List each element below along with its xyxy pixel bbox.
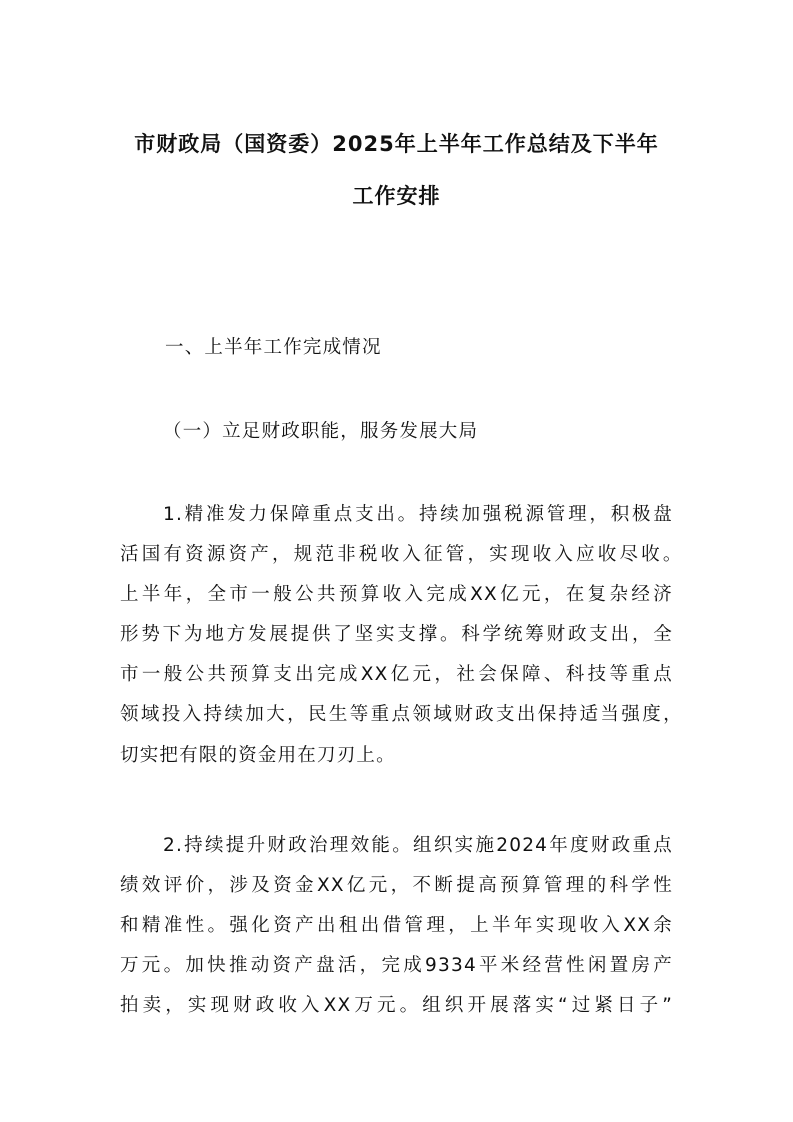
paragraph-1-line: 上半年，全市一般公共预算收入完成XX亿元，在复杂经济 bbox=[120, 584, 673, 605]
paragraph-1-line: 市一般公共预算支出完成XX亿元，社会保障、科技等重点 bbox=[120, 664, 673, 685]
paragraph-1-line: 领域投入持续加大，民生等重点领域财政支出保持适当强度， bbox=[120, 704, 682, 725]
paragraph-2-line: 万元。加快推动资产盘活，完成9334平米经营性闲置房产 bbox=[120, 955, 673, 976]
document-title-line-1: 市财政局（国资委）2025年上半年工作总结及下半年 bbox=[134, 132, 659, 156]
paragraph-1-line: 形势下为地方发展提供了坚实支撑。科学统筹财政支出，全 bbox=[120, 624, 673, 645]
paragraph-2-line: 和精准性。强化资产出租出借管理，上半年实现收入XX余 bbox=[120, 915, 673, 936]
paragraph-2-line: 2.持续提升财政治理效能。组织实施2024年度财政重点 bbox=[163, 835, 673, 856]
paragraph-1-line: 活国有资源资产，规范非税收入征管，实现收入应收尽收。 bbox=[120, 544, 682, 565]
paragraph-1-line: 切实把有限的资金用在刀刃上。 bbox=[120, 745, 396, 766]
subsection-heading: （一）立足财政职能，服务发展大局 bbox=[163, 421, 479, 442]
document-title-line-2: 工作安排 bbox=[352, 184, 441, 208]
section-heading: 一、上半年工作完成情况 bbox=[165, 337, 382, 358]
paragraph-1-line: 1.精准发力保障重点支出。持续加强税源管理，积极盘 bbox=[163, 504, 673, 525]
paragraph-2-line: 拍卖，实现财政收入XX万元。组织开展落实“过紧日子” bbox=[120, 995, 673, 1016]
paragraph-2-line: 绩效评价，涉及资金XX亿元，不断提高预算管理的科学性 bbox=[120, 875, 673, 896]
